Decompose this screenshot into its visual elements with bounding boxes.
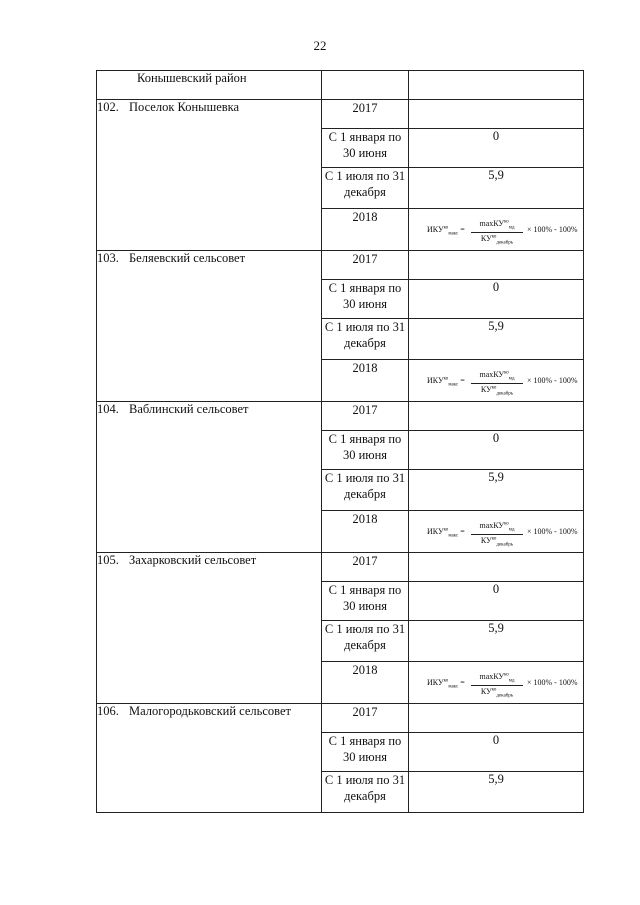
tariff-table (96, 70, 584, 813)
settlement-name-cell (97, 100, 322, 251)
value-cell: 5,9 (409, 470, 584, 511)
period-cell: С 1 января по 30 июня (322, 733, 409, 772)
settlement-name-cell (97, 553, 322, 704)
row-number: 103. (97, 251, 119, 265)
formula-cell: $ИКУ^{ко}_{макс}$ = maxКУ$^{ко}_{мд}$ $КУ^{ко}_{декабрь}$ × 100% - 100% (409, 209, 584, 251)
value-cell: 0 (409, 582, 584, 621)
year-cell: 2017 (322, 704, 409, 733)
period-cell: С 1 января по 30 июня (322, 582, 409, 621)
row-number: 102. (97, 100, 119, 114)
settlement-name: Захарковский сельсовет (129, 553, 257, 567)
settlement-name: Малогородьковский сельсовет (129, 704, 291, 718)
period-cell: С 1 января по 30 июня (322, 129, 409, 168)
year-cell: 2017 (322, 251, 409, 280)
value-cell: 0 (409, 129, 584, 168)
year-cell: 2018 (322, 360, 409, 402)
empty-cell (409, 100, 584, 129)
empty-cell (409, 71, 584, 100)
region-header-row (97, 71, 584, 100)
year-cell: 2018 (322, 209, 409, 251)
year-cell: 2017 (322, 553, 409, 582)
region-name: Конышевский район (97, 71, 322, 100)
settlement-row (97, 100, 584, 129)
year-cell: 2017 (322, 402, 409, 431)
period-cell: С 1 июля по 31 декабря (322, 319, 409, 360)
settlement-name-cell (97, 251, 322, 402)
period-cell: С 1 июля по 31 декабря (322, 168, 409, 209)
period-cell: С 1 июля по 31 декабря (322, 470, 409, 511)
year-cell: 2018 (322, 662, 409, 704)
value-cell: 0 (409, 431, 584, 470)
year-cell: 2017 (322, 100, 409, 129)
value-cell: 5,9 (409, 772, 584, 813)
period-cell: С 1 июля по 31 декабря (322, 772, 409, 813)
formula-cell: $ИКУ^{ко}_{макс}$ = maxКУ$^{ко}_{мд}$ $КУ^{ко}_{декабрь}$ × 100% - 100% (409, 662, 584, 704)
empty-cell (409, 402, 584, 431)
settlement-name-cell (97, 704, 322, 813)
row-number: 106. (97, 704, 119, 718)
formula-cell: $ИКУ^{ко}_{макс}$ = maxКУ$^{ко}_{мд}$ $КУ^{ко}_{декабрь}$ × 100% - 100% (409, 360, 584, 402)
page-number: 22 (313, 38, 327, 53)
settlement-row (97, 402, 584, 431)
settlement-row (97, 251, 584, 280)
settlement-row (97, 704, 584, 733)
row-number: 105. (97, 553, 119, 567)
empty-cell (409, 251, 584, 280)
year-cell: 2018 (322, 511, 409, 553)
value-cell: 5,9 (409, 319, 584, 360)
empty-cell (409, 704, 584, 733)
formula-cell: $ИКУ^{ко}_{макс}$ = maxКУ$^{ко}_{мд}$ $КУ^{ко}_{декабрь}$ × 100% - 100% (409, 511, 584, 553)
settlement-name: Ваблинский сельсовет (129, 402, 249, 416)
period-cell: С 1 января по 30 июня (322, 280, 409, 319)
row-number: 104. (97, 402, 119, 416)
value-cell: 0 (409, 733, 584, 772)
empty-cell (322, 71, 409, 100)
period-cell: С 1 июля по 31 декабря (322, 621, 409, 662)
settlement-name: Беляевский сельсовет (129, 251, 246, 265)
settlement-name-cell (97, 402, 322, 553)
value-cell: 5,9 (409, 621, 584, 662)
value-cell: 0 (409, 280, 584, 319)
empty-cell (409, 553, 584, 582)
settlement-name: Поселок Конышевка (129, 100, 240, 114)
value-cell: 5,9 (409, 168, 584, 209)
period-cell: С 1 января по 30 июня (322, 431, 409, 470)
settlement-row (97, 553, 584, 582)
